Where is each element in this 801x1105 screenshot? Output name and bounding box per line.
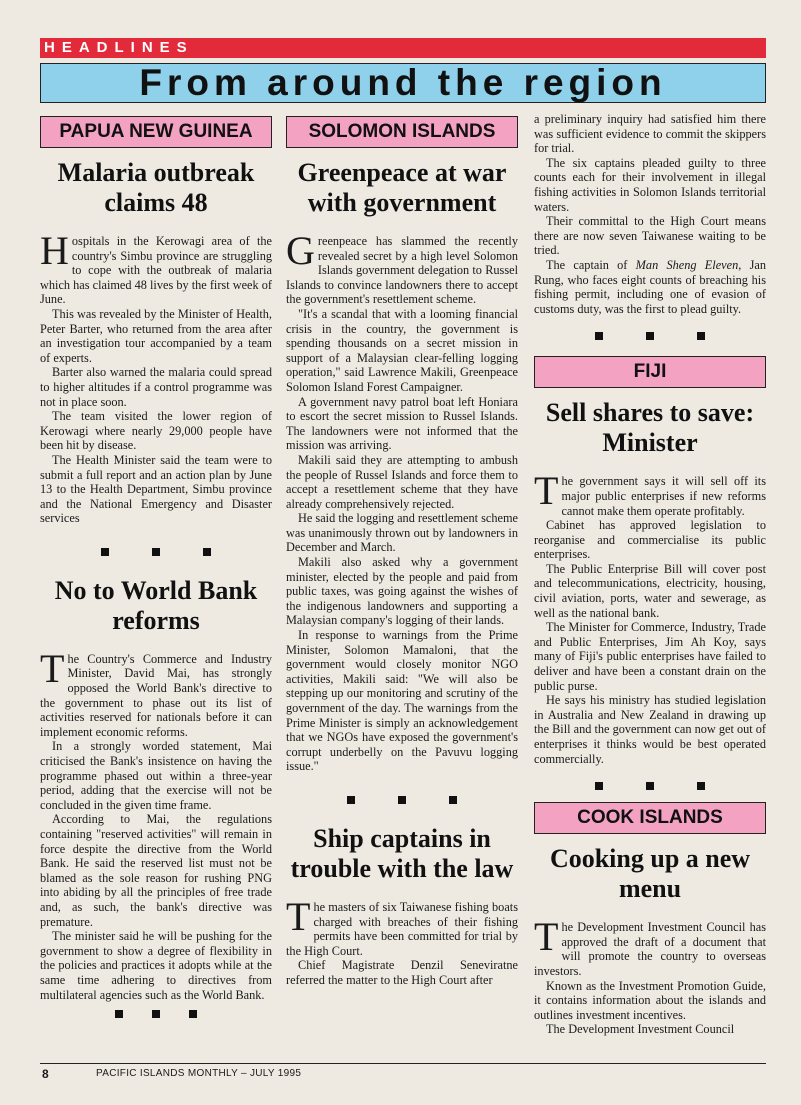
square-bullet-icon <box>595 332 603 340</box>
article-paragraph: Makili also asked why a government minister, elected by the people and paid from public taxes, was going against the wishes of the indigenous landowners and supporting a Malaysian company's logging of their lands. <box>286 555 518 628</box>
region-label-fiji: FIJI <box>534 356 766 388</box>
article-paragraph: Barter also warned the malaria could spread to higher altitudes if a control programme was not in place soon. <box>40 365 272 409</box>
square-bullet-icon <box>697 332 705 340</box>
drop-cap: T <box>534 468 559 514</box>
article-paragraph: He said the logging and resettlement scheme was unanimously thrown out by landowners in December and March. <box>286 511 518 555</box>
page-title: From around the region <box>139 62 667 103</box>
article-paragraph: The Public Enterprise Bill will cover post and telecommunications, electricity, housing, civil aviation, ports, water and sewerage, as well as the national bank. <box>534 561 766 620</box>
headline-cook: Cooking up a new menu <box>549 844 751 904</box>
ship-name: Man Sheng Eleven <box>635 257 739 272</box>
article-paragraph: This was revealed by the Minister of Health, Peter Barter, who returned from the area after an investigation tour accompanied by a team of experts. <box>40 306 272 365</box>
square-bullet-icon <box>152 548 160 556</box>
drop-cap: H <box>40 228 69 273</box>
section-bar <box>40 38 766 58</box>
publication-footer: PACIFIC ISLANDS MONTHLY – JULY 1995 <box>96 1068 302 1079</box>
region-label-png: PAPUA NEW GUINEA <box>40 116 272 148</box>
square-bullet-icon <box>646 332 654 340</box>
article-paragraph: The Country's Commerce and Industry Minister, David Mai, has strongly opposed the World Bank's directive to the government to phase out its list of activities reserved for nationals before it can implement economic reforms. <box>40 645 272 739</box>
article-paragraph: The Development Investment Council <box>546 1022 735 1037</box>
article-paragraph: Their committal to the High Court means there are now seven Taiwanese waiting to be tried. <box>534 214 766 258</box>
article-paragraph: Chief Magistrate Denzil Seneviratne referred the matter to the High Court after <box>286 958 518 987</box>
page-number: 8 <box>42 1067 49 1081</box>
article-paragraph: He says his ministry has studied legislation in Australia and New Zealand in drawing up the Bill and the government can now get out of enterprises it thinks would be best operated commercially. <box>534 693 766 766</box>
article-paragraph: The Minister for Commerce, Industry, Trade and Public Enterprises, Jim Ah Koy, says many of Fiji's public enterprises have failed to deliver and have been a constant drain on the public purse. <box>534 620 766 693</box>
drop-cap: T <box>40 645 65 691</box>
article-paragraph: The captain of Man Sheng Eleven, Jan Rung, who faces eight counts of breaching his fishing permit, including one of evasion of customs duty, was the first to plead guilty. <box>534 257 766 316</box>
article-paragraph: Hospitals in the Kerowagi area of the country's Simbu province are struggling to cope with the outbreak of malaria which has claimed 48 lives by the first week of June. <box>40 228 272 307</box>
headline-world-bank: No to World Bank reforms <box>54 575 258 635</box>
article-paragraph: Known as the Investment Promotion Guide, it contains information about the islands and outlines investment incentives. <box>534 978 766 1022</box>
drop-cap: T <box>286 893 311 939</box>
square-bullet-icon <box>449 796 457 804</box>
article-paragraph: The minister said he will be pushing for the government to show a degree of flexibility in the policies and practices it adopts while at the same time adhering to directives from multilateral agencies such as the World Bank. <box>40 929 272 1002</box>
square-bullet-icon <box>152 1010 160 1018</box>
article-paragraph: The Development Investment Council has approved the draft of a document that will promote the country to overseas investors. <box>534 914 766 978</box>
article-paragraph: a preliminary inquiry had satisfied him there was sufficient evidence to commit the skippers for trial. <box>534 112 766 156</box>
drop-cap: T <box>534 914 559 960</box>
headline-fiji: Sell shares to save: Minister <box>545 398 755 458</box>
square-bullet-icon <box>646 782 654 790</box>
article-paragraph: In response to warnings from the Prime Minister, Solomon Mamaloni, that the government would closely monitor NGO activities, Makili said: "We will also be stepping up our monitoring and scrutiny of the government of the day. The warnings from the Prime Minister is simply an acknowledgement that we NGOs have exposed the government's corrupt underbelly on the Pavuvu logging issue." <box>286 628 518 774</box>
column-right <box>534 112 766 1037</box>
article-paragraph: Greenpeace has slammed the recently revealed secret by a high level Solomon Islands government delegation to Russel Islands to convince landowners there to accept the government's resettlement scheme. <box>286 228 518 307</box>
square-bullet-icon <box>347 796 355 804</box>
square-bullet-icon <box>595 782 603 790</box>
section-separator <box>534 332 766 340</box>
column-solomon <box>286 112 518 988</box>
square-bullet-icon <box>697 782 705 790</box>
footer-rule <box>40 1063 766 1064</box>
article-paragraph: Cabinet has approved legislation to reorganise and commercialise its public enterprises. <box>534 518 766 562</box>
headline-ship-captains: Ship captains in trouble with the law <box>290 823 514 883</box>
section-separator <box>286 796 518 804</box>
square-bullet-icon <box>115 1010 123 1018</box>
article-paragraph: The team visited the lower region of Kerowagi where nearly 29,000 people have been hit by disease. <box>40 409 272 453</box>
section-separator <box>534 782 766 790</box>
region-label-cook: COOK ISLANDS <box>534 802 766 834</box>
region-banner <box>40 63 766 103</box>
square-bullet-icon <box>203 548 211 556</box>
square-bullet-icon <box>398 796 406 804</box>
section-separator <box>40 548 272 556</box>
region-label-solomon: SOLOMON ISLANDS <box>286 116 518 148</box>
article-paragraph: The government says it will sell off its major public enterprises if new reforms cannot make them operate profitably. <box>534 468 766 518</box>
article-paragraph: "It's a scandal that with a looming financial crisis in the country, the government is spending thousands on a secret mission in support of a Malaysian clear-felling logging operation," said Lawrence Makili, Greenpeace Solomon Island Forest Campaigner. <box>286 306 518 394</box>
square-bullet-icon <box>189 1010 197 1018</box>
section-title: HEADLINES <box>44 39 194 56</box>
article-paragraph: The Health Minister said the team were to submit a full report and an action plan by June 13 to the Health Department, Simbu province and the National Emergency and Disaster services <box>40 452 272 526</box>
article-paragraph: According to Mai, the regulations containing "reserved activities" will remain in force despite the directive from the World Bank. He said the reserved list must not be blamed as the sole reason for rushing PNG into abiding by all the principles of free trade and, as such, the bank's directive was premature. <box>40 812 272 929</box>
square-bullet-icon <box>101 548 109 556</box>
headline-malaria: Malaria outbreak claims 48 <box>57 158 255 217</box>
article-paragraph: The six captains pleaded guilty to three counts each for their involvement in illegal fishing activities in Solomon Islands territorial waters. <box>534 155 766 214</box>
article-paragraph: The masters of six Taiwanese fishing boats charged with breaches of their fishing permits have been committed for trial by the High Court. <box>286 893 518 958</box>
headline-greenpeace: Greenpeace at war with government <box>297 158 507 217</box>
article-paragraph: In a strongly worded statement, Mai criticised the Bank's insistence on having the programme phased out within a three-year period, adding that the exercise will not be concluded in the given time frame. <box>40 739 272 812</box>
article-paragraph: A government navy patrol boat left Honiara to escort the secret mission to Russel Islands. The landowners were not informed that the mission was arriving. <box>286 394 518 453</box>
section-separator <box>40 1010 272 1018</box>
drop-cap: G <box>286 228 315 273</box>
article-paragraph: Makili said they are attempting to ambush the people of Russel Islands and force them to accept a resettlement scheme that they have already comprehensively rejected. <box>286 452 518 511</box>
column-png <box>40 112 272 1018</box>
